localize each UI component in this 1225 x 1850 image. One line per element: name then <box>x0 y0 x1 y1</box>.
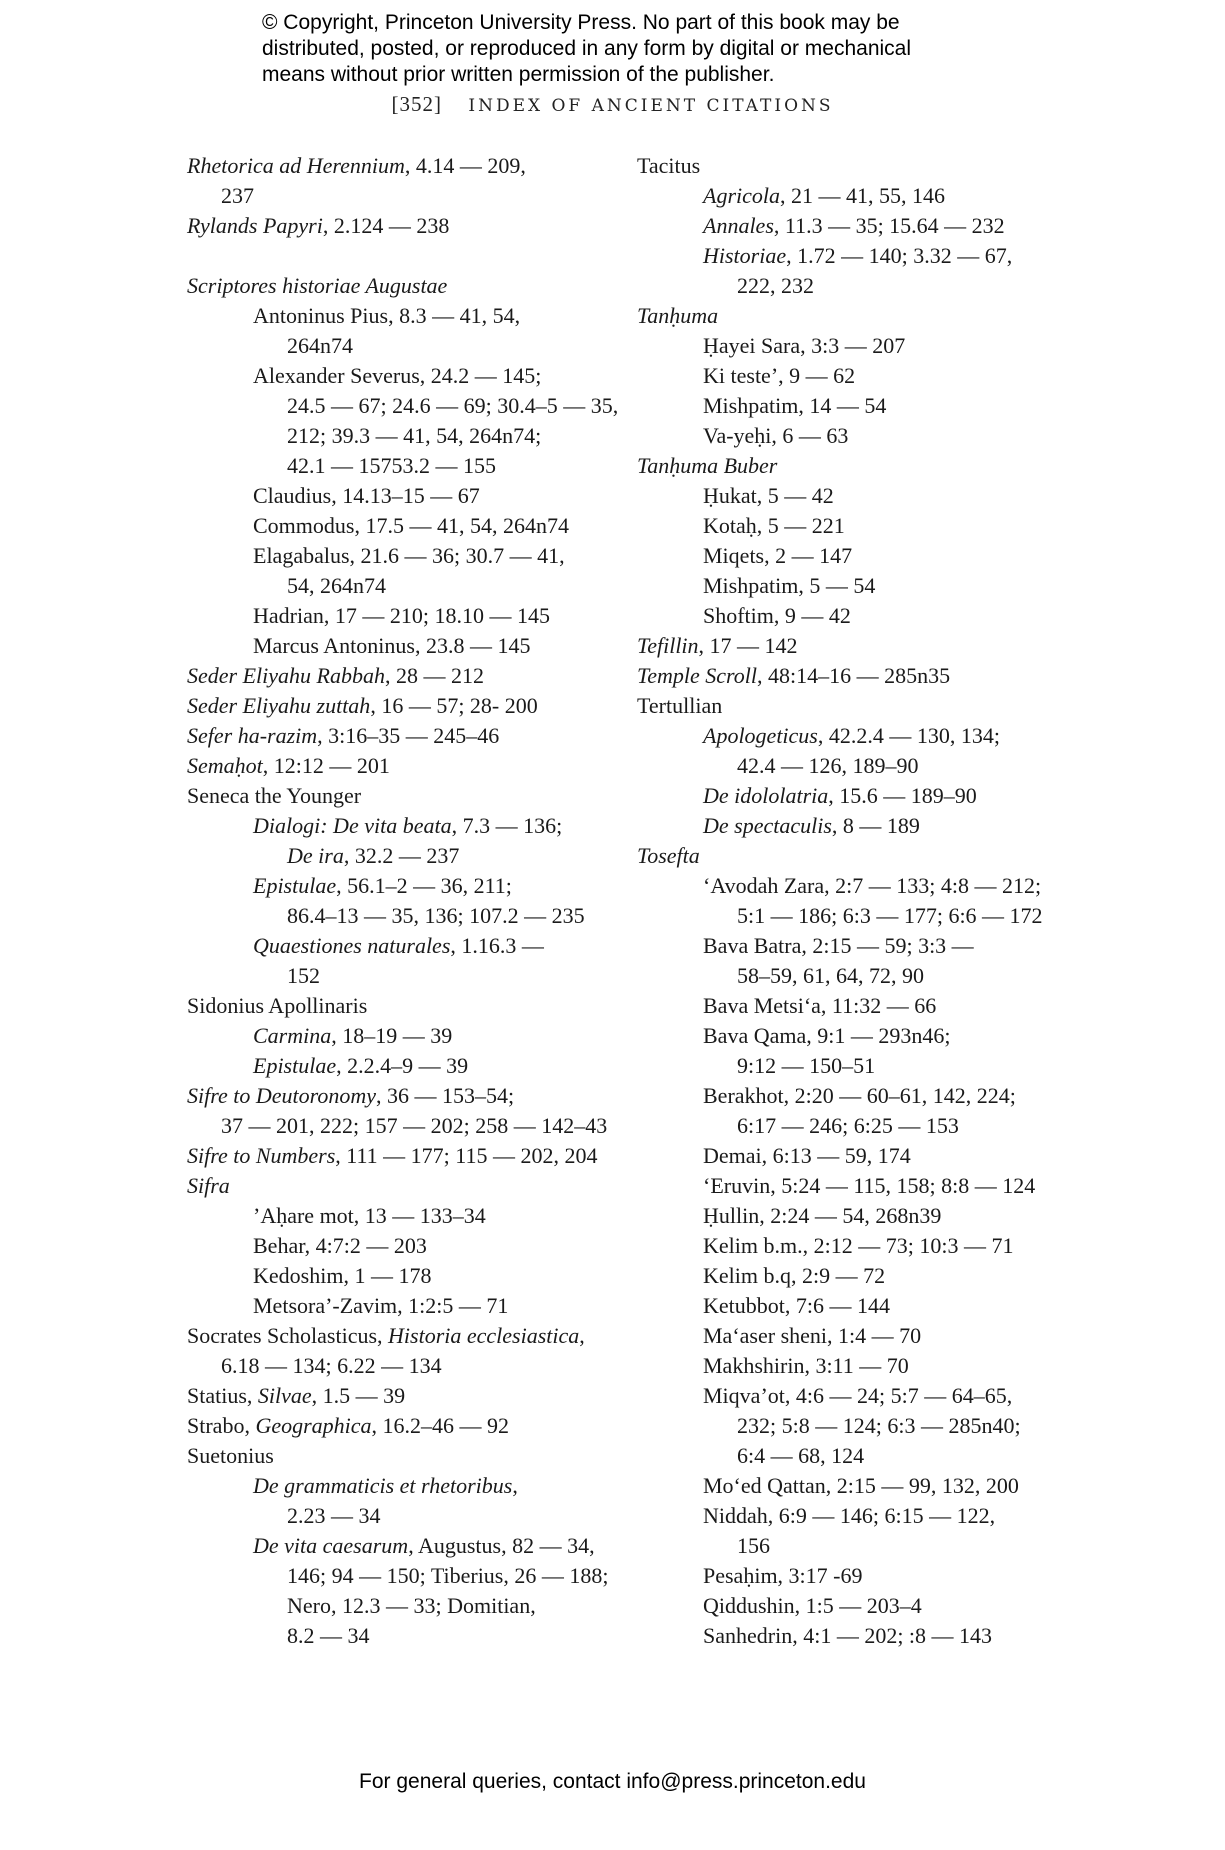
index-subentry <box>187 1201 607 1231</box>
citation-text: Va-yeḥi, 6 — 63 <box>703 423 849 448</box>
work-title: Rhetorica ad Herennium <box>187 153 405 178</box>
citation-text: , 8 — 189 <box>831 813 920 838</box>
citation-text: 212; 39.3 — 41, 54, 264n74; <box>287 423 542 448</box>
copyright-line: distributed, posted, or reproduced in any form by digital or mechanical <box>262 37 912 60</box>
index-entry <box>187 1321 607 1351</box>
citation-text: Hadrian, 17 — 210; 18.10 — 145 <box>253 603 550 628</box>
index-subentry <box>187 1621 607 1651</box>
citation-text: 6.18 — 134; 6.22 — 134 <box>221 1353 442 1378</box>
citation-text: 37 — 201, 222; 157 — 202; 258 — 142–43 <box>221 1113 608 1138</box>
citation-text: , 7.3 — 136; <box>451 813 563 838</box>
index-subentry <box>637 541 1057 571</box>
work-title: Sifre to Deutoronomy <box>187 1083 377 1108</box>
citation-text: 86.4–13 — 35, 136; 107.2 — 235 <box>287 903 585 928</box>
copyright-notice <box>262 10 962 88</box>
citation-text: Shoftim, 9 — 42 <box>703 603 851 628</box>
citation-text: ’Aḥare mot, 13 — 133–34 <box>253 1203 486 1228</box>
citation-text: 146; 94 — 150; Tiberius, 26 — 188; <box>287 1563 609 1588</box>
citation-text: 222, 232 <box>737 273 814 298</box>
citation-text: , 16 — 57; 28- 200 <box>370 693 538 718</box>
index-subentry <box>637 1501 1057 1531</box>
citation-text: , 2.2.4–9 — 39 <box>336 1053 469 1078</box>
index-entry <box>187 721 607 751</box>
citation-text: Elagabalus, 21.6 — 36; 30.7 — 41, <box>253 543 565 568</box>
index-entry <box>187 211 607 241</box>
index-subentry <box>637 1441 1057 1471</box>
citation-text: Ma‘aser sheni, 1:4 — 70 <box>703 1323 922 1348</box>
citation-text: , 48:14–16 — 285n35 <box>756 663 951 688</box>
citation-text: Behar, 4:7:2 — 203 <box>253 1233 427 1258</box>
citation-text: , 36 — 153–54; <box>376 1083 515 1108</box>
citation-text: ‘Avodah Zara, 2:7 — 133; 4:8 — 212; <box>703 873 1042 898</box>
index-subentry <box>637 1081 1057 1111</box>
citation-text: 5:1 — 186; 6:3 — 177; 6:6 — 172 <box>737 903 1043 928</box>
citation-text: Antoninus Pius, 8.3 — 41, 54, <box>253 303 521 328</box>
citation-text: , 32.2 — 237 <box>343 843 460 868</box>
citation-text: , 28 — 212 <box>384 663 484 688</box>
citation-text: Ki teste’, 9 — 62 <box>703 363 856 388</box>
work-title: Scriptores historiae Augustae <box>187 273 448 298</box>
citation-text: Demai, 6:13 — 59, 174 <box>703 1143 911 1168</box>
index-entry <box>187 1081 607 1111</box>
citation-text: Mishpatim, 14 — 54 <box>703 393 887 418</box>
index-subentry <box>187 1051 607 1081</box>
index-subentry <box>187 841 607 871</box>
citation-text: , Augustus, 82 — 34, <box>408 1533 595 1558</box>
citation-text: Bava Batra, 2:15 — 59; 3:3 — <box>703 933 974 958</box>
citation-text: ‘Eruvin, 5:24 — 115, 158; 8:8 — 124 <box>703 1173 1036 1198</box>
citation-text: Kedoshim, 1 — 178 <box>253 1263 432 1288</box>
citation-text: Ḥullin, 2:24 — 54, 268n39 <box>703 1203 942 1228</box>
index-subentry <box>637 871 1057 901</box>
index-subentry <box>637 241 1057 271</box>
index-entry <box>637 691 1057 721</box>
copyright-line: means without prior written permission of the publisher. <box>262 63 775 86</box>
citation-text: , 1.5 — 39 <box>311 1383 406 1408</box>
index-entry <box>637 451 1057 481</box>
index-entry <box>187 661 607 691</box>
citation-text: Nero, 12.3 — 33; Domitian, <box>287 1593 536 1618</box>
index-subentry <box>187 961 607 991</box>
citation-text: , 16.2–46 — 92 <box>371 1413 510 1438</box>
citation-text: Sidonius Apollinaris <box>187 993 368 1018</box>
work-title: Epistulae <box>253 1053 337 1078</box>
index-subentry <box>187 1351 607 1381</box>
index-subentry <box>637 1591 1057 1621</box>
citation-text: , 1.16.3 — <box>450 933 544 958</box>
index-subentry <box>637 1381 1057 1411</box>
work-title: Epistulae <box>253 873 337 898</box>
citation-text: , 1.72 — 140; 3.32 — 67, <box>786 243 1013 268</box>
work-title: De grammaticis et rhetoribus <box>253 1473 513 1498</box>
index-subentry <box>637 1471 1057 1501</box>
citation-text: 264n74 <box>287 333 353 358</box>
index-subentry <box>187 391 619 421</box>
index-subentry <box>187 181 607 211</box>
citation-text: Kelim b.q, 2:9 — 72 <box>703 1263 886 1288</box>
citation-text: Metsora’-Zavim, 1:2:5 — 71 <box>253 1293 509 1318</box>
citation-text: 42.1 — 15753.2 — 155 <box>287 453 496 478</box>
footer-contact: For general queries, contact info@press.princeton.edu <box>359 1770 866 1793</box>
index-subentry <box>637 211 1057 241</box>
work-title: Sefer ha-razim <box>187 723 318 748</box>
index-subentry <box>637 1531 1057 1561</box>
index-subentry <box>187 1531 607 1561</box>
citation-text: Marcus Antoninus, 23.8 — 145 <box>253 633 531 658</box>
work-title: Tanḥuma <box>637 303 719 328</box>
work-title: De spectaculis <box>703 813 832 838</box>
index-entry <box>187 1411 607 1441</box>
index-subentry <box>187 1291 607 1321</box>
index-subentry <box>187 481 607 511</box>
index-subentry <box>637 391 1057 421</box>
index-subentry <box>187 541 607 571</box>
work-title: Seder Eliyahu Rabbah <box>187 663 385 688</box>
index-entry <box>187 1441 607 1471</box>
index-entry <box>187 271 607 301</box>
citation-text: 8.2 — 34 <box>287 1623 370 1648</box>
index-subentry <box>187 1021 607 1051</box>
index-column-left <box>187 151 619 1651</box>
index-entry <box>187 991 607 1021</box>
index-subentry <box>637 1201 1057 1231</box>
citation-text: 6:4 — 68, 124 <box>737 1443 865 1468</box>
index-subentry <box>187 901 607 931</box>
citation-text: 237 <box>221 183 254 208</box>
citation-text: Seneca the Younger <box>187 783 362 808</box>
index-entry <box>187 151 607 181</box>
index-subentry <box>187 631 607 661</box>
index-subentry <box>637 721 1057 751</box>
index-subentry <box>187 1591 607 1621</box>
citation-text: 156 <box>737 1533 770 1558</box>
work-title: Carmina <box>253 1023 332 1048</box>
citation-text: Tacitus <box>637 153 701 178</box>
citation-text: Berakhot, 2:20 — 60–61, 142, 224; <box>703 1083 1016 1108</box>
index-subentry <box>637 1021 1057 1051</box>
index-entry <box>187 1141 607 1171</box>
index-subentry <box>637 1111 1057 1141</box>
index-subentry <box>637 271 1057 301</box>
index-subentry <box>187 601 607 631</box>
index-subentry <box>637 1351 1057 1381</box>
citation-text: , <box>512 1473 518 1498</box>
citation-text: Sanhedrin, 4:1 — 202; :8 — 143 <box>703 1623 993 1648</box>
citation-text: , 17 — 142 <box>698 633 798 658</box>
citation-text: , 21 — 41, 55, 146 <box>780 183 945 208</box>
work-title: Geographica <box>255 1413 372 1438</box>
citation-text: , 111 — 177; 115 — 202, 204 <box>335 1143 598 1168</box>
index-entry <box>187 781 607 811</box>
citation-text: , 12:12 — 201 <box>262 753 390 778</box>
running-title: INDEX OF ANCIENT CITATIONS <box>468 96 834 116</box>
index-subentry <box>637 751 1057 781</box>
index-subentry <box>187 301 607 331</box>
work-title: Sifre to Numbers <box>187 1143 336 1168</box>
index-entry <box>637 841 1057 871</box>
copyright-line: © Copyright, Princeton University Press. No part of this book may be <box>262 11 900 34</box>
index-subentry <box>637 481 1057 511</box>
index-subentry <box>187 1471 607 1501</box>
citation-text: Niddah, 6:9 — 146; 6:15 — 122, <box>703 1503 996 1528</box>
citation-text: Kelim b.m., 2:12 — 73; 10:3 — 71 <box>703 1233 1014 1258</box>
index-entry <box>187 1171 607 1201</box>
index-entry <box>187 1381 607 1411</box>
running-head <box>0 92 1225 117</box>
work-title: Temple Scroll <box>637 663 757 688</box>
citation-text: , <box>579 1323 585 1348</box>
index-subentry <box>637 511 1057 541</box>
index-entry <box>187 691 607 721</box>
index-subentry <box>637 1171 1057 1201</box>
index-subentry <box>187 331 607 361</box>
index-subentry <box>637 1051 1057 1081</box>
citation-text: Tertullian <box>637 693 723 718</box>
citation-text: Qiddushin, 1:5 — 203–4 <box>703 1593 922 1618</box>
citation-text: Statius, <box>187 1383 258 1408</box>
index-subentry <box>187 421 607 451</box>
index-subentry <box>637 421 1057 451</box>
citation-text: Makhshirin, 3:11 — 70 <box>703 1353 909 1378</box>
work-title: Quaestiones naturales <box>253 933 451 958</box>
citation-text: , 3:16–35 — 245–46 <box>317 723 500 748</box>
work-title: De vita caesarum <box>253 1533 409 1558</box>
citation-text: Claudius, 14.13–15 — 67 <box>253 483 480 508</box>
citation-text: Strabo, <box>187 1413 256 1438</box>
citation-text: Kotaḥ, 5 — 221 <box>703 513 845 538</box>
citation-text: Miqets, 2 — 147 <box>703 543 853 568</box>
index-subentry <box>637 781 1057 811</box>
work-title: Annales <box>703 213 774 238</box>
citation-text: , 42.2.4 — 130, 134; <box>817 723 1000 748</box>
index-subentry <box>187 1561 607 1591</box>
work-title: Rylands Papyri <box>187 213 323 238</box>
work-title: De idololatria <box>703 783 829 808</box>
work-title: Sifra <box>187 1173 230 1198</box>
citation-text: 2.23 — 34 <box>287 1503 381 1528</box>
citation-text: 152 <box>287 963 320 988</box>
page-number: [352] <box>391 92 442 116</box>
index-subentry <box>637 1411 1057 1441</box>
index-subentry <box>637 811 1057 841</box>
index-subentry <box>187 511 607 541</box>
index-subentry <box>637 1291 1057 1321</box>
work-title: De ira <box>287 843 344 868</box>
citation-text: Mo‘ed Qattan, 2:15 — 99, 132, 200 <box>703 1473 1019 1498</box>
index-subentry <box>187 571 607 601</box>
citation-text: Ḥukat, 5 — 42 <box>703 483 834 508</box>
work-title: Tanḥuma Buber <box>637 453 778 478</box>
citation-text: Commodus, 17.5 — 41, 54, 264n74 <box>253 513 569 538</box>
index-subentry <box>187 451 607 481</box>
citation-text: 58–59, 61, 64, 72, 90 <box>737 963 924 988</box>
citation-text: , 4.14 — 209, <box>404 153 526 178</box>
index-subentry <box>187 931 607 961</box>
work-title: Tosefta <box>637 843 700 868</box>
index-subentry <box>637 571 1057 601</box>
index-subentry <box>187 1261 607 1291</box>
citation-text: Bava Qama, 9:1 — 293n46; <box>703 1023 951 1048</box>
index-subentry <box>637 901 1057 931</box>
citation-text: Ḥayei Sara, 3:3 — 207 <box>703 333 906 358</box>
work-title: Historia ecclesiastica <box>388 1323 580 1348</box>
work-title: Apologeticus <box>703 723 818 748</box>
work-title: Tefillin <box>637 633 699 658</box>
index-subentry <box>637 181 1057 211</box>
citation-text: 232; 5:8 — 124; 6:3 — 285n40; <box>737 1413 1021 1438</box>
citation-text: , 2.124 — 238 <box>322 213 450 238</box>
entry-gap <box>187 241 607 271</box>
index-subentry <box>637 1231 1057 1261</box>
index-subentry <box>637 961 1057 991</box>
index-entry <box>637 151 1057 181</box>
citation-text: Mishpatim, 5 — 54 <box>703 573 876 598</box>
citation-text: Alexander Severus, 24.2 — 145; <box>253 363 542 388</box>
index-subentry <box>637 931 1057 961</box>
index-entry <box>637 631 1057 661</box>
citation-text: Bava Metsi‘a, 11:32 — 66 <box>703 993 937 1018</box>
work-title: Seder Eliyahu zuttah <box>187 693 371 718</box>
index-subentry <box>637 1621 1057 1651</box>
citation-text: Suetonius <box>187 1443 274 1468</box>
citation-text: 54, 264n74 <box>287 573 386 598</box>
index-subentry <box>637 1321 1057 1351</box>
work-title: Historiae <box>703 243 787 268</box>
index-subentry <box>637 331 1057 361</box>
citation-text: , 56.1–2 — 36, 211; <box>336 873 512 898</box>
citation-text: 6:17 — 246; 6:25 — 153 <box>737 1113 959 1138</box>
index-subentry <box>187 1111 607 1141</box>
citation-text: Miqva’ot, 4:6 — 24; 5:7 — 64–65, <box>703 1383 1013 1408</box>
citation-text: 24.5 — 67; 24.6 — 69; 30.4–5 — 35, <box>287 393 619 418</box>
index-subentry <box>637 1141 1057 1171</box>
citation-text: , 15.6 — 189–90 <box>828 783 977 808</box>
work-title: Dialogi: De vita beata <box>253 813 452 838</box>
work-title: Semaḥot <box>187 753 263 778</box>
index-entry <box>187 751 607 781</box>
citation-text: , 18–19 — 39 <box>331 1023 453 1048</box>
work-title: Agricola <box>703 183 780 208</box>
index-entry <box>637 661 1057 691</box>
index-subentry <box>637 991 1057 1021</box>
index-subentry <box>187 811 607 841</box>
index-subentry <box>637 361 1057 391</box>
citation-text: Pesaḥim, 3:17 -69 <box>703 1563 863 1588</box>
index-entry <box>637 301 1057 331</box>
citation-text: 42.4 — 126, 189–90 <box>737 753 919 778</box>
index-subentry <box>187 1501 607 1531</box>
citation-text: , 11.3 — 35; 15.64 — 232 <box>773 213 1005 238</box>
index-subentry <box>187 361 607 391</box>
citation-text: Ketubbot, 7:6 — 144 <box>703 1293 890 1318</box>
index-subentry <box>187 871 607 901</box>
index-subentry <box>637 1561 1057 1591</box>
index-subentry <box>187 1231 607 1261</box>
index-column-right <box>637 151 1057 1651</box>
index-subentry <box>637 1261 1057 1291</box>
citation-text: 9:12 — 150–51 <box>737 1053 876 1078</box>
work-title: Silvae <box>257 1383 312 1408</box>
citation-text: Socrates Scholasticus, <box>187 1323 389 1348</box>
index-subentry <box>637 601 1057 631</box>
